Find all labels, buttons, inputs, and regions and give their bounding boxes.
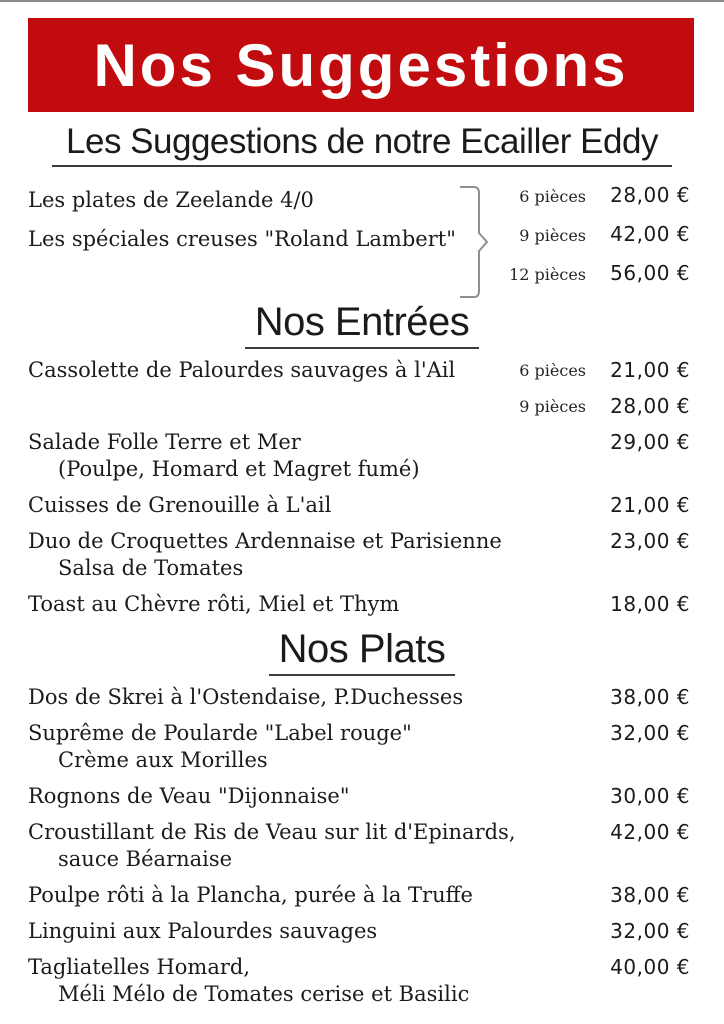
item-quantity: 6 pièces <box>519 361 586 380</box>
item-price: 28,00 € <box>610 183 690 207</box>
section-title: Nos Plats <box>269 627 456 676</box>
item-price: 38,00 € <box>610 883 690 907</box>
menu-sections <box>0 300 724 1008</box>
item-name: Cassolette de Palourdes sauvages à l'Ail <box>28 358 456 382</box>
item-name: Linguini aux Palourdes sauvages <box>28 919 378 943</box>
item-price: 32,00 € <box>610 919 690 943</box>
section-rows <box>28 684 690 1008</box>
item-quantity: 6 pièces <box>519 187 586 206</box>
item-price: 56,00 € <box>610 261 690 285</box>
menu-item-row <box>28 720 690 774</box>
title-banner <box>28 18 694 112</box>
item-price: 42,00 € <box>610 820 690 844</box>
menu-item-row <box>28 528 690 582</box>
item-price: 23,00 € <box>610 529 690 553</box>
quantity-price-row <box>494 183 690 222</box>
item-price: 28,00 € <box>610 394 690 418</box>
menu-item-row <box>28 684 690 711</box>
item-quantity: 9 pièces <box>519 226 586 245</box>
ecailler-items <box>28 183 458 300</box>
brace-container <box>458 183 494 300</box>
menu-item-row <box>28 918 690 945</box>
item-subtitle: sauce Béarnaise <box>58 847 233 871</box>
item-subtitle: Méli Mélo de Tomates cerise et Basilic <box>58 982 470 1006</box>
section-title-row <box>0 300 724 349</box>
item-name: Suprême de Poularde "Label rouge" Crème aux Morilles <box>28 720 586 774</box>
item-price: 38,00 € <box>610 685 690 709</box>
item-name: Croustillant de Ris de Veau sur lit d'Epinards, sauce Béarnaise <box>28 819 586 873</box>
item-name: Salade Folle Terre et Mer (Poulpe, Homard et Magret fumé) <box>28 429 586 483</box>
menu-item-row <box>28 591 690 618</box>
item-price: 29,00 € <box>610 430 690 454</box>
section-rows <box>28 357 690 618</box>
item-name: Poulpe rôti à la Plancha, purée à la Truffe <box>28 883 473 907</box>
item-name: Rognons de Veau "Dijonnaise" <box>28 784 350 808</box>
ecailler-section <box>28 183 690 300</box>
item-name: Dos de Skrei à l'Ostendaise, P.Duchesses <box>28 685 464 709</box>
section-title-row <box>0 627 724 676</box>
item-name: Les spéciales creuses "Roland Lambert" <box>28 227 456 251</box>
page-title: Nos Suggestions <box>93 31 629 99</box>
ecailler-options <box>494 183 690 300</box>
item-price: 40,00 € <box>610 955 690 979</box>
item-price: 42,00 € <box>610 222 690 246</box>
item-name: Toast au Chèvre rôti, Miel et Thym <box>28 592 400 616</box>
item-name: Duo de Croquettes Ardennaise et Parisienne Salsa de Tomates <box>28 528 586 582</box>
menu-item-row <box>28 393 690 420</box>
item-price: 21,00 € <box>610 358 690 382</box>
item-subtitle: (Poulpe, Homard et Magret fumé) <box>58 457 420 481</box>
section-title: Nos Entrées <box>245 300 480 349</box>
item-price: 21,00 € <box>610 493 690 517</box>
quantity-price-row <box>494 222 690 261</box>
item-price: 18,00 € <box>610 592 690 616</box>
item-subtitle: Crème aux Morilles <box>58 748 268 772</box>
subtitle: Les Suggestions de notre Ecailler Eddy <box>52 122 672 167</box>
item-price: 30,00 € <box>610 784 690 808</box>
menu-page <box>0 18 724 1008</box>
item-name: Les plates de Zeelande 4/0 <box>28 188 314 212</box>
menu-item-row <box>28 954 690 1008</box>
item-name: Tagliatelles Homard, Méli Mélo de Tomates cerise et Basilic <box>28 954 586 1008</box>
subtitle-row <box>0 122 724 167</box>
item-price: 32,00 € <box>610 721 690 745</box>
item-name: Cuisses de Grenouille à L'ail <box>28 493 332 517</box>
item-quantity: 12 pièces <box>509 265 586 284</box>
menu-section <box>0 627 724 1008</box>
menu-item-row <box>28 783 690 810</box>
quantity-price-row <box>494 261 690 300</box>
right-curly-brace-icon <box>458 185 488 299</box>
menu-item-row <box>28 492 690 519</box>
menu-item-row <box>28 357 690 384</box>
item-quantity: 9 pièces <box>519 397 586 416</box>
item-subtitle: Salsa de Tomates <box>58 556 244 580</box>
menu-item-row <box>28 429 690 483</box>
menu-item-row <box>28 819 690 873</box>
menu-section <box>0 300 724 618</box>
menu-item-row <box>28 882 690 909</box>
